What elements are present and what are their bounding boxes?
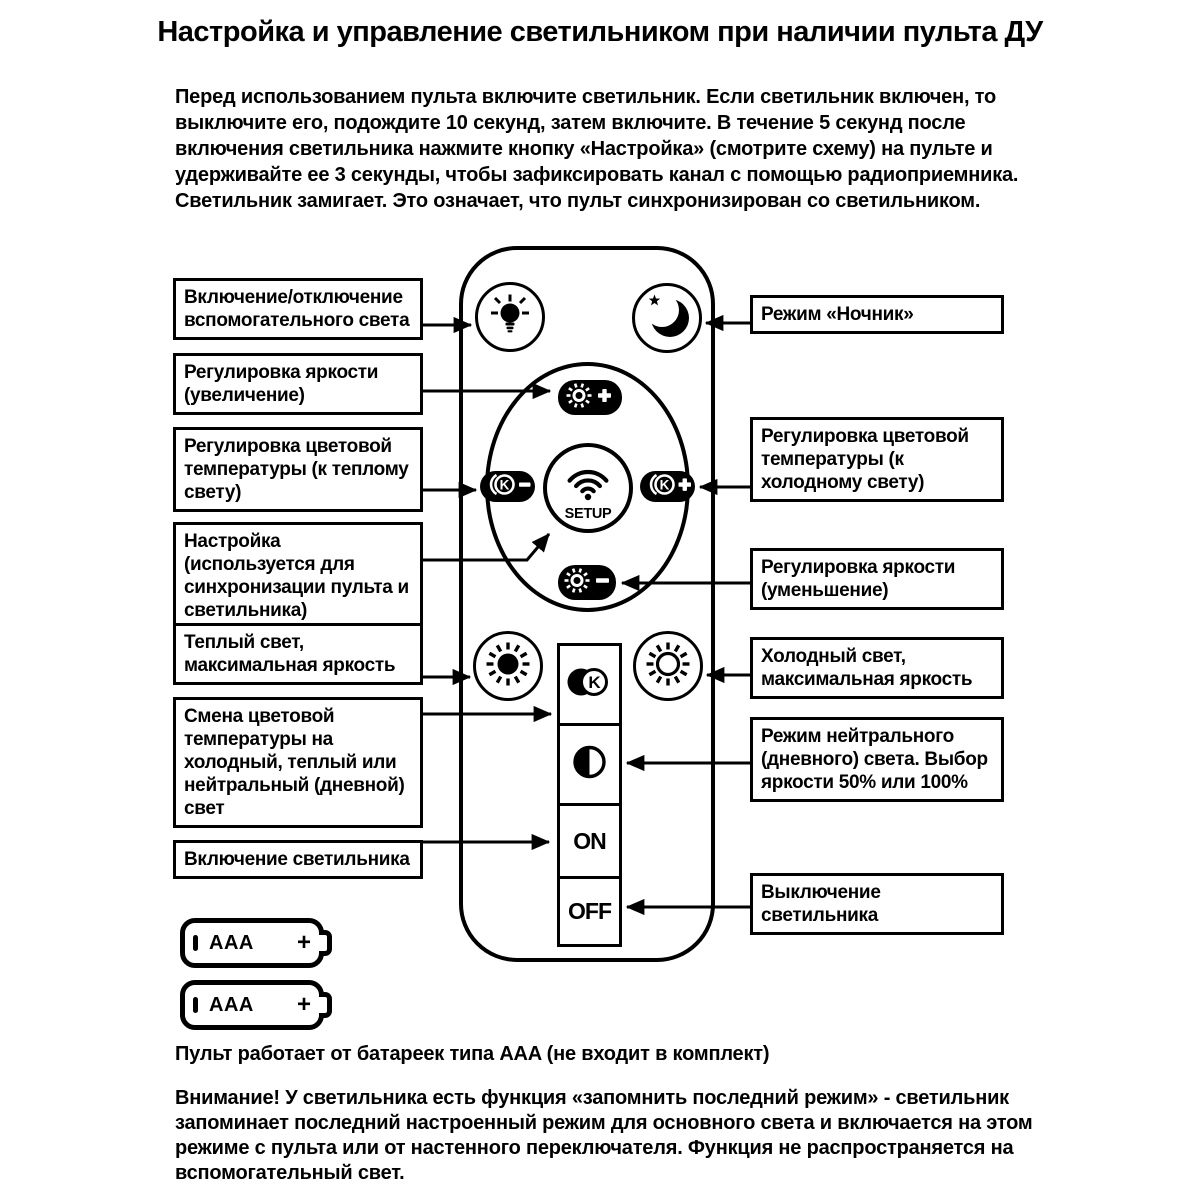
battery-minus-terminal xyxy=(193,997,198,1013)
bulb-icon xyxy=(486,291,534,344)
sun-minus-icon xyxy=(558,563,616,603)
battery-type-label: AAA xyxy=(209,993,254,1016)
battery-plus-terminal xyxy=(319,992,332,1018)
callout-aux-light-toggle: Включение/отключение вспомогательного света xyxy=(173,278,423,340)
off-label: OFF xyxy=(568,898,611,925)
callout-brightness-decrease: Регулировка яркости (уменьшение) xyxy=(750,548,1004,610)
color-temp-warm-button xyxy=(480,471,535,502)
aux-light-button xyxy=(475,282,545,352)
svg-text:K: K xyxy=(588,672,600,692)
cold-light-max-button xyxy=(633,631,703,701)
callout-night-mode: Режим «Ночник» xyxy=(750,295,1004,334)
brightness-up-button xyxy=(558,380,622,415)
callout-brightness-increase: Регулировка яркости (увеличение) xyxy=(173,353,423,415)
callout-color-temp-warm: Регулировка цветовой температуры (к теплому свету) xyxy=(173,427,423,512)
half-contrast-icon xyxy=(560,725,619,805)
svg-text:K: K xyxy=(659,476,670,492)
battery-aaa-1 xyxy=(180,918,324,968)
k-plus-icon xyxy=(640,469,695,505)
button-column xyxy=(557,643,622,947)
brightness-down-button xyxy=(558,565,616,600)
k-minus-icon xyxy=(480,469,535,505)
intro-text: Перед использованием пульта включите светильник. Если светильник включен, то выключите его, подождите 10 секунд, затем включите. В течение 5 секунд после включения светильника нажмите кнопку «Настройка» (смотрите схему) на пульте и удерживайте ее 3 секунды, чтобы зафиксировать канал с помощью радиоприемника. Светильник замигает. Это означает, что пульт синхронизирован со светильником. xyxy=(175,86,1019,212)
battery-plus-label: + xyxy=(296,929,311,956)
setup-button xyxy=(543,443,633,533)
warning-text: Внимание! У светильника есть функция «запомнить последний режим» - светильник запоминает последний настроенный режим для основного света и включается на этом режиме с пульта или от настенного переключателя. Функция не распространяется на вспомогательный свет. xyxy=(175,1087,1033,1184)
sun-plus-icon xyxy=(558,378,622,418)
color-temp-cycle-button xyxy=(560,646,619,726)
color-temp-cold-button xyxy=(640,471,695,502)
battery-minus-terminal xyxy=(193,935,198,951)
moon-star-icon xyxy=(639,288,695,349)
page-title: Настройка и управление светильником при наличии пульта ДУ xyxy=(157,16,1043,48)
on-button xyxy=(560,806,619,879)
setup-label: SETUP xyxy=(564,505,612,522)
moon-k-icon xyxy=(560,645,619,725)
sun-outline-icon xyxy=(640,636,696,697)
callout-light-on: Включение светильника xyxy=(173,840,423,879)
warm-light-max-button xyxy=(473,631,543,701)
callout-light-off: Выключение светильника xyxy=(750,873,1004,935)
wifi-signal-icon xyxy=(561,459,615,507)
callout-warm-max-brightness: Теплый свет, максимальная яркость xyxy=(173,623,423,685)
battery-plus-label: + xyxy=(296,991,311,1018)
sun-filled-icon xyxy=(480,636,536,697)
callout-setup: Настройка (используется для синхронизации пульта и светильника) xyxy=(173,522,423,630)
on-label: ON xyxy=(573,827,606,854)
callout-neutral-mode: Режим нейтрального (дневного) света. Выбор яркости 50% или 100% xyxy=(750,717,1004,802)
off-button xyxy=(560,879,619,944)
night-mode-button xyxy=(632,283,702,353)
battery-type-label: AAA xyxy=(209,931,254,954)
callout-cold-max-brightness: Холодный свет, максимальная яркость xyxy=(750,637,1004,699)
callout-color-temp-change: Смена цветовой температуры на холодный, теплый или нейтральный (дневной) свет xyxy=(173,697,423,828)
battery-plus-terminal xyxy=(319,930,332,956)
battery-aaa-2 xyxy=(180,980,324,1030)
svg-text:K: K xyxy=(499,476,510,492)
callout-color-temp-cold: Регулировка цветовой температуры (к холодному свету) xyxy=(750,417,1004,502)
battery-note: Пульт работает от батареек типа AAA (не входит в комплект) xyxy=(175,1043,770,1065)
neutral-mode-button xyxy=(560,726,619,806)
